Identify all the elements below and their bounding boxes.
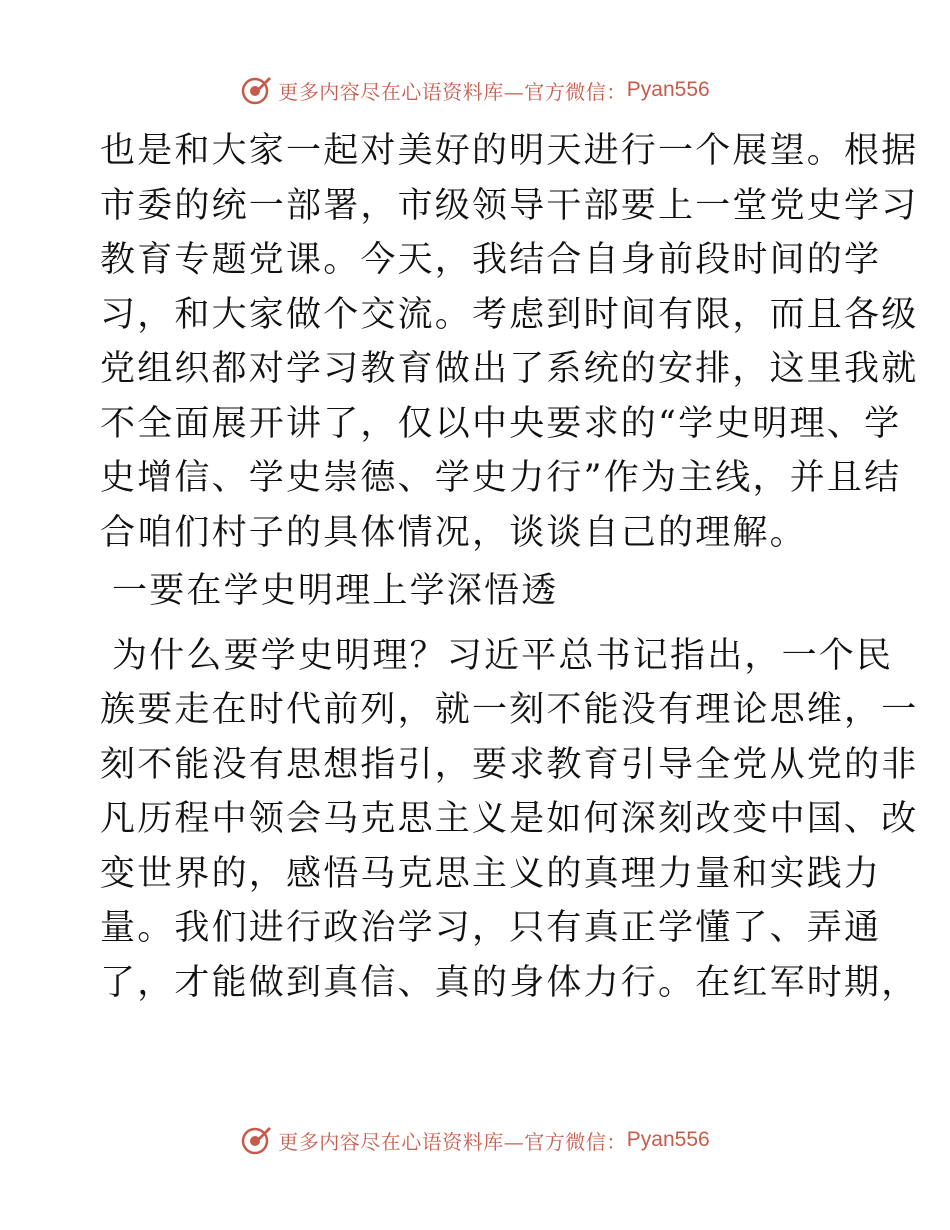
paragraph-section-one: [100, 629, 919, 1011]
text-line: 习，和大家做个交流。考虑到时间有限，而且各级: [100, 294, 919, 335]
text-line: 量。我们进行政治学习，只有真正学懂了、弄通: [100, 908, 882, 948]
paragraph-intro: [100, 124, 919, 560]
text-line: 史增信、学史崇德、学史力行”作为主线，并且结: [100, 458, 902, 498]
text-line: 为什么要学史明理？习近平总书记指出，一个民: [112, 635, 894, 676]
text-line: 刻不能没有思想指引，要求教育引导全党从党的非: [100, 744, 919, 785]
wechat-id: Pyan556: [626, 1128, 710, 1151]
footer-watermark-banner: [0, 1120, 950, 1160]
text-line: 合咱们村子的具体情况，谈谈自己的理解。: [100, 512, 807, 553]
document-body: [100, 124, 919, 1010]
text-line: 也是和大家一起对美好的明天进行一个展望。根据: [100, 131, 919, 171]
wechat-id: Pyan556: [626, 78, 710, 101]
pen-logo-icon: [240, 74, 272, 106]
text-line: 党组织都对学习教育做出了系统的安排，这里我就: [100, 349, 919, 389]
text-line: 市委的统一部署，市级领导干部要上一堂党史学习: [100, 185, 919, 226]
text-line: 族要走在时代前列，就一刻不能没有理论思维，一: [100, 690, 919, 730]
text-line: 教育专题党课。今天，我结合自身前段时间的学: [100, 240, 882, 280]
section-heading: 一要在学史明理上学深悟透: [112, 571, 559, 611]
text-line: 凡历程中领会马克思主义是如何深刻改变中国、改: [100, 799, 919, 839]
header-watermark-banner: [0, 70, 950, 110]
banner-text: 更多内容尽在心语资料库—官方微信：: [278, 1129, 627, 1154]
text-line: 了，才能做到真信、真的身体力行。在红军时期，: [100, 962, 919, 1003]
text-line: 变世界的，感悟马克思主义的真理力量和实践力: [100, 853, 882, 894]
pen-logo-icon: [240, 1124, 272, 1156]
text-line: 不全面展开讲了，仅以中央要求的“学史明理、学: [100, 403, 902, 444]
banner-text: 更多内容尽在心语资料库—官方微信：: [278, 79, 627, 104]
